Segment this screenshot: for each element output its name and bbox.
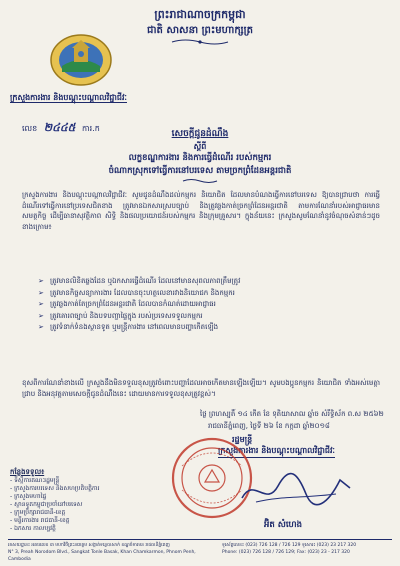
number-value: ២៤៤៥ bbox=[43, 121, 76, 134]
list-item bbox=[38, 311, 380, 322]
footer-divider bbox=[8, 539, 392, 540]
arrow-bullet-icon: ➢ bbox=[38, 311, 44, 320]
ministry-name bbox=[10, 92, 170, 104]
list-item bbox=[38, 276, 380, 287]
list-item-text: ត្រូវមានកិច្ចសន្យាការងារ ដែលបានចុះហត្ថលេខារវាងនិយោជក និងកម្មករ bbox=[50, 288, 235, 297]
title-subject-line2: ចំណាកស្រុកទៅធ្វើការនៅបរទេស តាមច្រកព្រំដែនអន្តរជាតិ bbox=[108, 166, 292, 176]
list-item-text: ត្រូវឆ្លងកាត់តែច្រកព្រំដែនអន្តរជាតិ ដែលបានកំណត់ដោយអាជ្ញាធរ bbox=[50, 300, 216, 308]
recipient-item: - ក្រុមប្រឹក្សារាជធានី-ខេត្ត bbox=[10, 509, 66, 516]
recipients-block bbox=[10, 468, 160, 533]
title-ornament bbox=[182, 178, 218, 184]
list-item-text: ត្រូវទំនាក់ទំនងស្ថានទូត ឬមន្ត្រីការងារ នៅពេលមានបញ្ហាកើតឡើង bbox=[50, 323, 219, 331]
handwritten-signature bbox=[236, 468, 356, 512]
number-prefix: លេខ bbox=[22, 124, 38, 133]
list-item-text: ត្រូវមានលិខិតឆ្លងដែន ឬឯកសារធ្វើដំណើរ ដែលនៅមានសុពលភាពត្រឹមត្រូវ bbox=[50, 277, 241, 285]
recipient-item: - ឯកសារ កាលប្បវត្តិ bbox=[10, 525, 56, 532]
body-paragraph-1: ក្រសួងការងារ និងបណ្តុះបណ្តាលវិជ្ជាជីវៈ សូមជូនដំណឹងដល់កម្មករ និយោជិត ដែលមានបំណងធ្វើការនៅបរទេស ឱ្យបានជ្រាបថា ការធ្វើដំណើរទៅធ្វើការនៅប្រទេសជិតខាង ត្រូវមានឯកសារស្របច្បាប់ និងត្រូវឆ្លងកាត់ច្រកព្រំដែនអន្តរជាតិ តាមការណែនាំរបស់អាជ្ញាធរមានសមត្ថកិច្ច ដើម្បីធានាសុវត្ថិភាព សិទ្ធិ និងផលប្រយោជន៍របស់កម្មករ និងក្រុមគ្រួសារ។ ក្នុងន័យនេះ ក្រសួងសូមណែនាំនូវចំណុចសំខាន់ៗដូចខាងក្រោម៖ bbox=[22, 191, 380, 231]
title-subject-label: ស្តីពី bbox=[193, 142, 207, 151]
ministry-logo bbox=[48, 32, 114, 88]
recipients-title: កន្លែងទទួល៖ bbox=[10, 468, 45, 476]
solar-date: រាជធានីភ្នំពេញ, ថ្ងៃទី ២៦ ខែ កក្កដា ឆ្នាំ២០១៨ bbox=[208, 422, 330, 430]
footer-contact-en: Phone: (023) 726 128 / 726 129; Fax: (023) 23 - 217 320 bbox=[222, 550, 350, 555]
list-item bbox=[38, 322, 380, 333]
guideline-list bbox=[38, 276, 380, 334]
arrow-bullet-icon: ➢ bbox=[38, 323, 44, 331]
recipient-item: - ក្រសួងមហាផ្ទៃ bbox=[10, 493, 47, 500]
arrow-bullet-icon: ➢ bbox=[38, 277, 44, 285]
footer-contact bbox=[222, 542, 394, 556]
kingdom-header: ព្រះរាជាណាចក្រកម្ពុជា bbox=[154, 8, 246, 21]
arrow-bullet-icon: ➢ bbox=[38, 288, 44, 297]
signer-name: អ៊ិត សំហេង bbox=[264, 520, 303, 530]
list-item-text: ត្រូវគោរពច្បាប់ និងបទបញ្ជាផ្ទៃក្នុង របស់ប្រទេសទទួលកម្មករ bbox=[50, 311, 203, 320]
signer-title: រដ្ឋមន្ត្រី bbox=[232, 435, 253, 444]
list-item bbox=[38, 288, 380, 299]
footer-address bbox=[8, 542, 213, 563]
header-ornament bbox=[170, 38, 230, 46]
signer-organization: ក្រសួងការងារ និងបណ្តុះបណ្តាលវិជ្ជាជីវៈ bbox=[218, 445, 335, 458]
arrow-bullet-icon: ➢ bbox=[38, 300, 44, 308]
body-paragraph-2: ខុសពីការណែនាំខាងលើ ក្រសួងនឹងមិនទទួលខុសត្រូវចំពោះបញ្ហាដែលអាចកើតមានឡើងឡើយ។ សូមបងប្អូនកម្មករ និយោជិត ទាំងអស់មេត្តាជ្រាប និងអនុវត្តតាមសេចក្តីជូនដំណឹងនេះ ដោយមានការទទួលខុសត្រូវខ្ពស់។ bbox=[22, 379, 380, 398]
national-motto: ជាតិ សាសនា ព្រះមហាក្សត្រ bbox=[147, 25, 253, 36]
footer-address-kh: អាសយដ្ឋាន៖ អគារលេខ ៣ មហាវិថីព្រះនរោត្តម សង្កាត់ទន្លេបាសាក់ ខណ្ឌចំការមន រាជធានីភ្នំពេញ bbox=[8, 543, 170, 548]
title-subject-line1: លក្ខខណ្ឌការងារ និងការធ្វើដំណើរ របស់កម្មករ bbox=[128, 153, 272, 163]
footer-address-en: N° 3, Preah Norodom Blvd., Sangkat Tonle Basak, Khan Chamkarmon, Phnom Penh, Cambodia bbox=[8, 550, 196, 562]
lunar-date: ថ្ងៃ ព្រហស្បតិ៍ ១៤ កើត ខែ ទុតិយាសាឍ ឆ្នាំច សំរឹទ្ធិស័ក ព.ស ២៥៦២ bbox=[200, 410, 384, 418]
document-title: សេចក្តីជូនដំណឹង bbox=[171, 129, 229, 139]
recipient-item: - មន្ទីរការងារ រាជធានី-ខេត្ត bbox=[10, 517, 70, 524]
recipient-item: - ក្រសួងការបរទេស និងសហប្រតិបត្តិការ bbox=[10, 485, 100, 492]
footer-contact-kh: ទូរស័ព្ទលេខ៖ (023) 726 128 / 726 129 ទូរសារ៖ (023) 23 217 320 bbox=[222, 543, 357, 548]
list-item bbox=[38, 299, 380, 310]
number-suffix: ការ.ក bbox=[82, 124, 100, 133]
ministry-name-text: ក្រសួងការងារ និងបណ្តុះបណ្តាលវិជ្ជាជីវៈ bbox=[10, 93, 127, 102]
recipient-item: - ទីស្តីការគណៈរដ្ឋមន្ត្រី bbox=[10, 477, 60, 484]
recipient-item: - ស្ថានទូតកម្ពុជាប្រចាំនៅបរទេស bbox=[10, 501, 83, 508]
